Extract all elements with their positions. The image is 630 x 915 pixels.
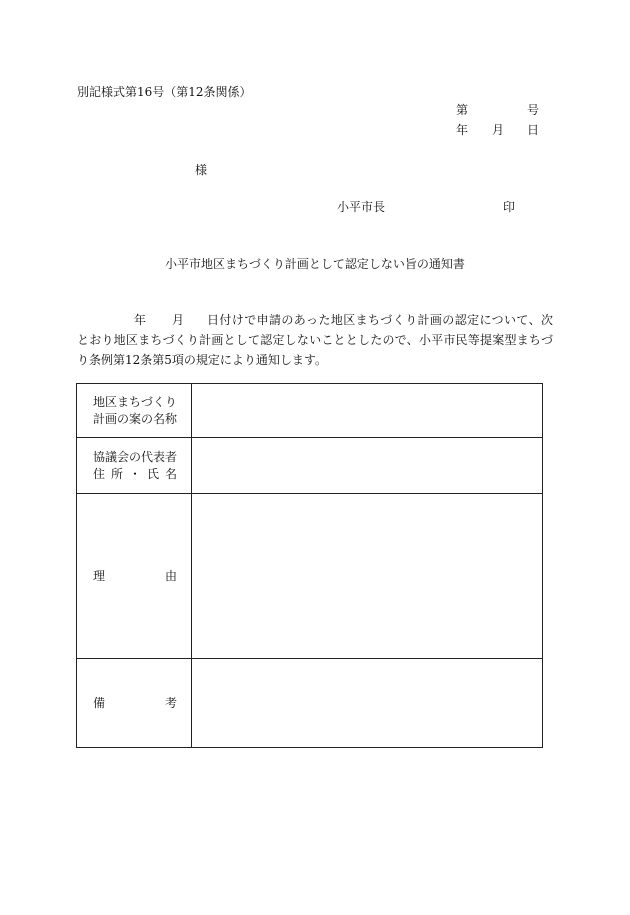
sender-title: 小平市長 [337,200,386,214]
remarks-field[interactable] [192,659,543,748]
label-char: 所 [110,466,123,481]
body-line-1 [77,310,553,330]
reason-label [77,494,192,659]
remarks-label [77,659,192,748]
body-text [77,310,553,370]
details-table [76,383,543,748]
reason-field[interactable] [192,494,543,659]
representative-label-line1: 協議会の代表者 [93,449,178,464]
label-char: ・ [128,466,141,481]
plan-name-label-line1: 地区まちづくり [93,394,177,409]
date-month-label: 月 [492,123,505,137]
representative-label [77,438,192,494]
plan-name-label [77,384,192,438]
label-char: 由 [164,568,177,583]
seal-mark: 印 [503,200,516,214]
label-char: 考 [164,695,177,710]
label-char: 氏 [146,466,159,481]
label-char: 名 [164,466,177,481]
label-char: 住 [93,466,106,481]
table-row-remarks [77,659,543,748]
body-line-2: とおり地区まちづくり計画として認定しないこととしたので、小平市民等提案型まちづ [77,333,553,347]
body-line-3: り条例第12条第5項の規定により通知します。 [77,353,327,367]
table-row-reason [77,494,543,659]
representative-label-line2 [93,466,177,483]
form-number: 別記様式第16号（第12条関係） [77,85,252,99]
representative-field[interactable] [192,438,543,494]
document-number-suffix: 号 [527,103,540,117]
document-number-prefix: 第 [456,103,469,117]
document-title: 小平市地区まちづくり計画として認定しない旨の通知書 [165,257,465,271]
date-day-label: 日 [527,123,540,137]
addressee-honorific: 様 [195,163,208,177]
table-row-plan-name [77,384,543,438]
body-line-1-text: 日付けで申請のあった地区まちづくり計画の認定について、次 [207,313,553,327]
plan-name-field[interactable] [192,384,543,438]
date-year-label: 年 [456,123,469,137]
plan-name-label-line2: 計画の案の名称 [93,411,178,426]
label-char: 備 [93,695,106,710]
label-char: 理 [93,568,106,583]
body-year-label: 年 [134,313,147,327]
body-month-label: 月 [172,313,185,327]
table-row-representative [77,438,543,494]
